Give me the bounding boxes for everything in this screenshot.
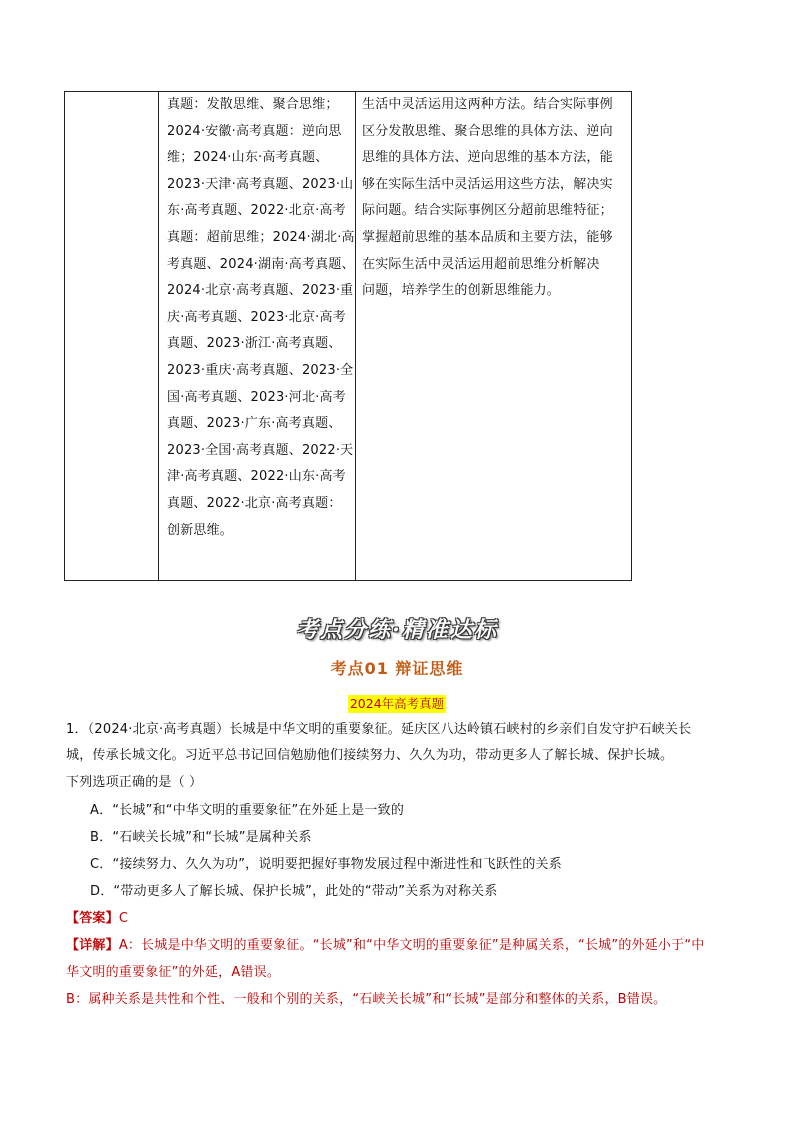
option-a: A．“长城”和“中华文明的重要象征”在外延上是一致的: [90, 803, 405, 818]
cell-line: 2024·安徽·高考真题：逆向思: [167, 123, 342, 139]
section-title: 考点01 辩证思维: [330, 659, 464, 678]
cell-line: 庆·高考真题、2023·北京·高考: [167, 309, 346, 325]
table-cell-empty: [65, 92, 159, 580]
cell-line: 真题：发散思维、聚合思维；: [167, 97, 339, 112]
option-b: B．“石峡关长城”和“长城”是属种关系: [90, 830, 312, 845]
analysis-text: A：长城是中华文明的重要象征。“长城”和“中华文明的重要象征”是种属关系，“长城”的外延小于“中: [118, 938, 705, 953]
cell-line: 际问题。结合实际事例区分超前思维特征；: [362, 203, 613, 219]
question-stem: 下列选项正确的是（ ）: [66, 775, 203, 790]
analysis-line: B：属种关系是共性和个性、一般和个别的关系，“石峡关长城”和“长城”是部分和整体的关系，B错误。: [66, 992, 667, 1007]
cell-line: 东·高考真题、2022·北京·高考: [167, 203, 346, 219]
question-stem: 城，传承长城文化。习近平总书记回信勉励他们接续努力、久久为功，带动更多人了解长城、保护长城。: [66, 748, 674, 763]
cell-line: 真题、2022·北京·高考真题：: [167, 495, 342, 511]
cell-line: 问题，培养学生的创新思维能力。: [362, 283, 561, 299]
analysis-line: [66, 936, 704, 956]
table-cell-goals: [356, 92, 631, 580]
year-tag-wrap: [0, 693, 794, 713]
cell-line: 2023·全国·高考真题、2022·天: [167, 442, 354, 458]
section-banner: 考点分练·精准达标: [296, 617, 498, 643]
year-tag: 2024年高考真题: [349, 696, 445, 711]
cell-line: 思维的具体方法、逆向思维的基本方法，能: [362, 150, 613, 166]
cell-line: 区分发散思维、聚合思维的具体方法、逆向: [362, 123, 613, 139]
answer-value: C: [118, 911, 129, 926]
cell-line: 掌握超前思维的基本品质和主要方法，能够: [362, 229, 613, 245]
table: [64, 91, 632, 581]
cell-line: 考真题、2024·湖南·高考真题、: [167, 256, 355, 272]
answer: [66, 909, 128, 929]
cell-line: 津·高考真题、2022·山东·高考: [167, 469, 346, 485]
cell-line: 真题：超前思维；2024·湖北·高: [167, 229, 355, 245]
cell-line: 生活中灵活运用这两种方法。结合实际事例: [362, 97, 613, 112]
cell-line: 2024·北京·高考真题、2023·重: [167, 283, 354, 299]
cell-line: 创新思维。: [167, 522, 234, 538]
table-cell-sources: [159, 92, 356, 580]
question-stem: 1．（2024·北京·高考真题）长城是中华文明的重要象征。延庆区八达岭镇石峡村的乡亲们自发守护石峡关长: [66, 722, 692, 737]
option-c: C．“接续努力、久久为功”，说明要把握好事物发展过程中渐进性和飞跃性的关系: [90, 857, 562, 872]
cell-line: 真题、2023·浙江·高考真题、: [167, 336, 342, 352]
analysis-label: 【详解】: [66, 938, 119, 953]
option-d: D．“带动更多人了解长城、保护长城”，此处的“带动”关系为对称关系: [90, 884, 498, 899]
cell-line: 国·高考真题、2023·河北·高考: [167, 389, 346, 405]
answer-label: 【答案】: [66, 911, 119, 926]
cell-line: 在实际生活中灵活运用超前思维分析解决: [362, 256, 600, 272]
cell-line: 维；2024·山东·高考真题、: [167, 150, 329, 166]
cell-line: 2023·天津·高考真题、2023·山: [167, 176, 354, 192]
analysis-line: 华文明的重要象征”的外延，A错误。: [66, 965, 281, 980]
cell-line: 真题、2023·广东·高考真题、: [167, 416, 342, 432]
cell-line: 够在实际生活中灵活运用这些方法，解决实: [362, 176, 613, 192]
cell-line: 2023·重庆·高考真题、2023·全: [167, 362, 354, 378]
